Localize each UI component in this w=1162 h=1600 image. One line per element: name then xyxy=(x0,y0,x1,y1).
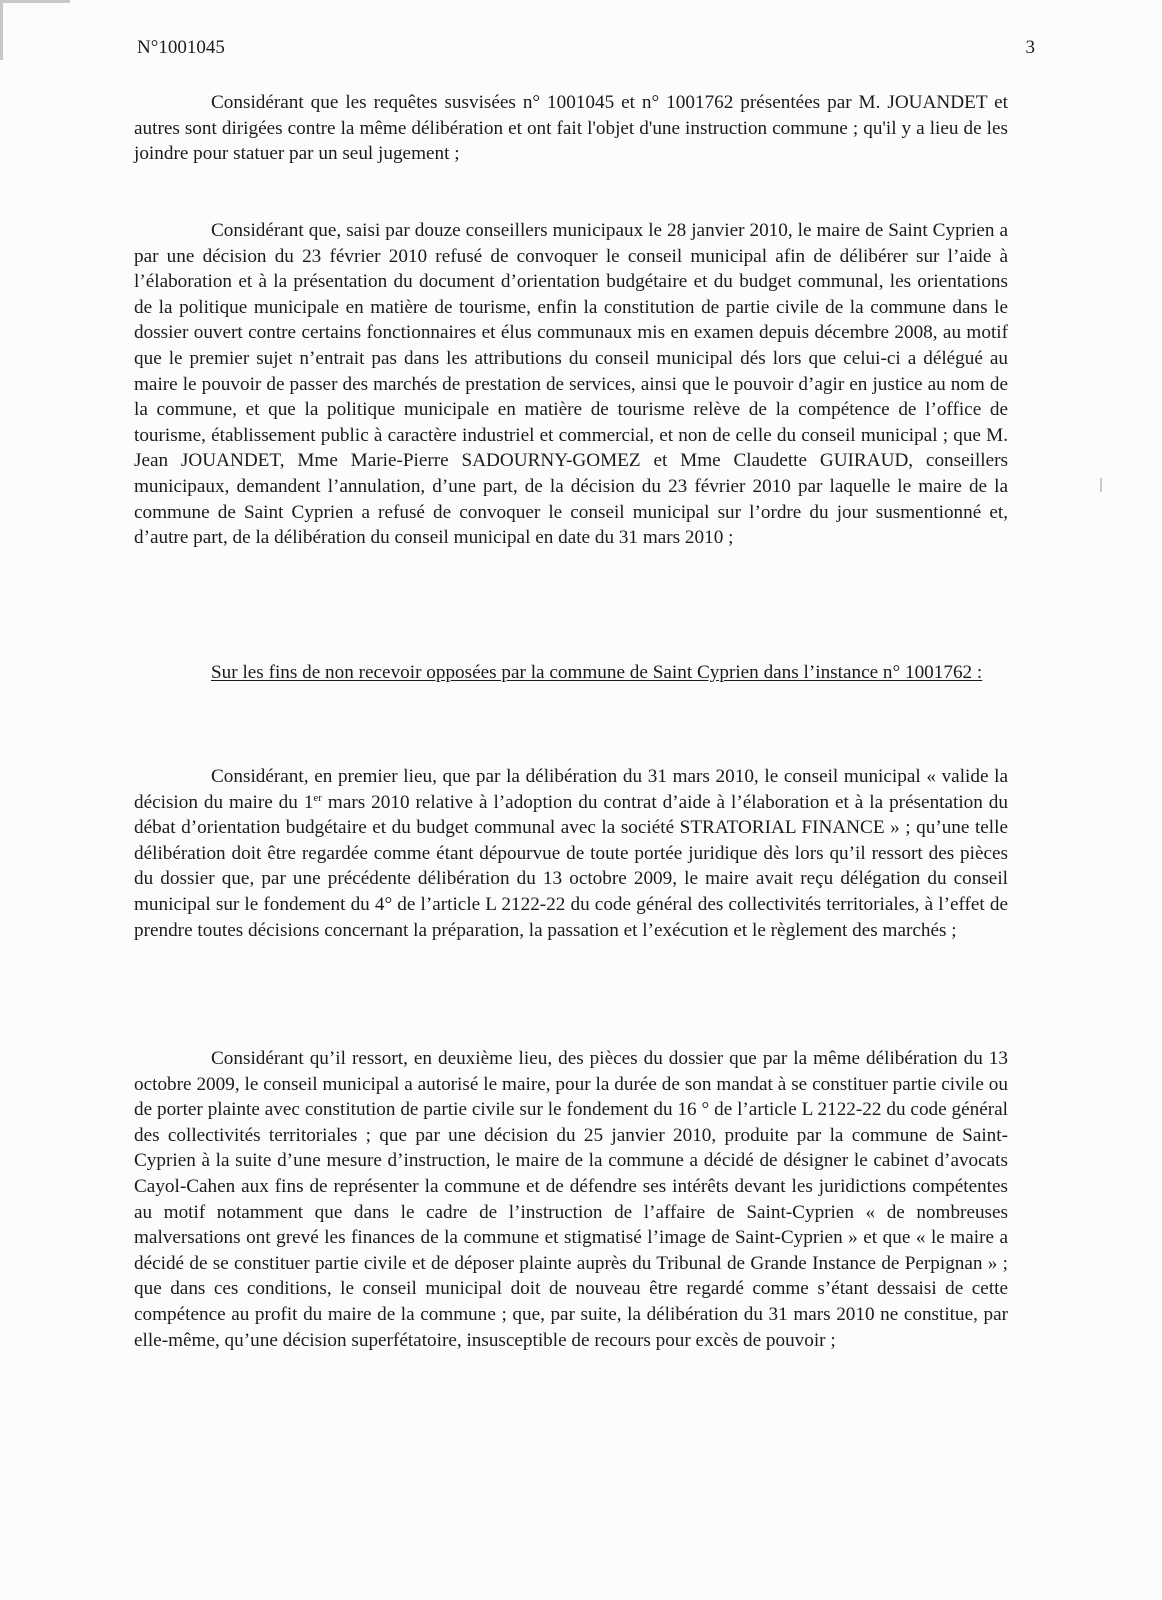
paragraph-text: Considérant qu’il ressort, en deuxième lieu, des pièces du dossier que par la même délibération du 13 octobre 2009, le conseil municipal a autorisé le maire, pour la durée de son mandat à se constituer partie civile ou de porter plainte avec constitution de partie civile sur le fondement du 16 ° de l’article L 2122-22 du code général des collectivités territoriales ; que par une décision du 25 janvier 2010, produite par la commune de Saint-Cyprien à la suite d’une mesure d’instruction, le maire de la commune a décidé de désigner le cabinet d’avocats Cayol-Cahen aux fins de représenter la commune et de défendre ses intérêts devant les juridictions compétentes au motif notamment que dans le cadre de l’instruction de l’affaire de Saint-Cyprien « de nombreuses malversations ont grevé les finances de la commune et stigmatisé l’image de Saint-Cyprien » et que « le maire a décidé de se constituer partie civile et de déposer plainte auprès du Tribunal de Grande Instance de Perpignan » ; que dans ces conditions, le conseil municipal doit de nouveau être regardé comme s’étant dessaisi de cette compétence au profit du maire de la commune ; que, par suite, la délibération du 31 mars 2010 ne constitue, par elle-même, qu’une décision superfétatoire, insusceptible de recours pour excès de pouvoir ; xyxy=(134,1048,1008,1351)
section-heading xyxy=(134,660,1008,686)
heading-text: Sur les fins de non recevoir opposées par la commune de Saint Cyprien dans l’instance n° 1001762 : xyxy=(211,662,983,683)
scan-artifact xyxy=(1100,478,1102,492)
paragraph-first-ground xyxy=(134,764,1008,943)
ordinal-superscript: er xyxy=(313,791,322,804)
scan-artifact xyxy=(0,0,3,60)
paragraph-text-end: mars 2010 relative à l’adoption du contrat d’aide à l’élaboration et à la présentation du débat d’orientation budgétaire et du budget communal avec la société STRATORIAL FINANCE » ; qu’une telle délibération doit être regardée comme étant dépourvue de toute portée juridique dès lors qu’il ressort des pièces du dossier que, par une précédente délibération du 13 octobre 2009, le maire avait reçu délégation du conseil municipal sur le fondement du 4° de l’article L 2122-22 du code général des collectivités territoriales, à l’effet de prendre toutes décisions concernant la préparation, la passation et l’exécution et le règlement des marchés ; xyxy=(134,791,1008,941)
case-reference: N°1001045 xyxy=(137,37,225,58)
paragraph-facts xyxy=(134,218,1008,551)
paragraph-text: Considérant que les requêtes susvisées n° 1001045 et n° 1001762 présentées par M. JOUANDET et autres sont dirigées contre la même délibération et ont fait l'objet d'une instruction commune ; qu'il y a lieu de les joindre pour statuer par un seul jugement ; xyxy=(134,92,1008,165)
scan-artifact xyxy=(0,0,70,3)
paragraph-text-start: Considérant, en premier lieu, que par la délibération du 31 mars 2010, le conseil municipal « valide la décision du maire du 1 xyxy=(134,766,1008,813)
page-number: 3 xyxy=(1025,37,1035,58)
paragraph-second-ground xyxy=(134,1046,1008,1353)
paragraph-text: Considérant que, saisi par douze conseillers municipaux le 28 janvier 2010, le maire de Saint Cyprien a par une décision du 23 février 2010 refusé de convoquer le conseil municipal afin de délibérer sur l’aide à l’élaboration et à la présentation du document d’orientation budgétaire et du budget communal, les orientations de la politique municipale en matière de tourisme, enfin la constitution de partie civile de la commune dans le dossier ouvert contre certains fonctionnaires et élus communaux mis en examen depuis décembre 2008, au motif que le premier sujet n’entrait pas dans les attributions du conseil municipal dés lors que celui-ci a délégué au maire le pouvoir de passer des marchés de prestation de services, ainsi que le pouvoir d’agir en justice au nom de la commune, et que la politique municipale en matière de tourisme relève de la compétence de l’office de tourisme, établissement public à caractère industriel et commercial, et non de celle du conseil municipal ; que M. Jean JOUANDET, Mme Marie-Pierre SADOURNY-GOMEZ et Mme Claudette GUIRAUD, conseillers municipaux, demandent l’annulation, d’une part, de la décision du 23 février 2010 par laquelle le maire de la commune de Saint Cyprien a refusé de convoquer le conseil municipal sur l’ordre du jour susmentionné et, d’autre part, de la délibération du conseil municipal en date du 31 mars 2010 ; xyxy=(134,220,1008,549)
paragraph-joinder xyxy=(134,90,1008,167)
paragraph-text xyxy=(134,764,1008,943)
